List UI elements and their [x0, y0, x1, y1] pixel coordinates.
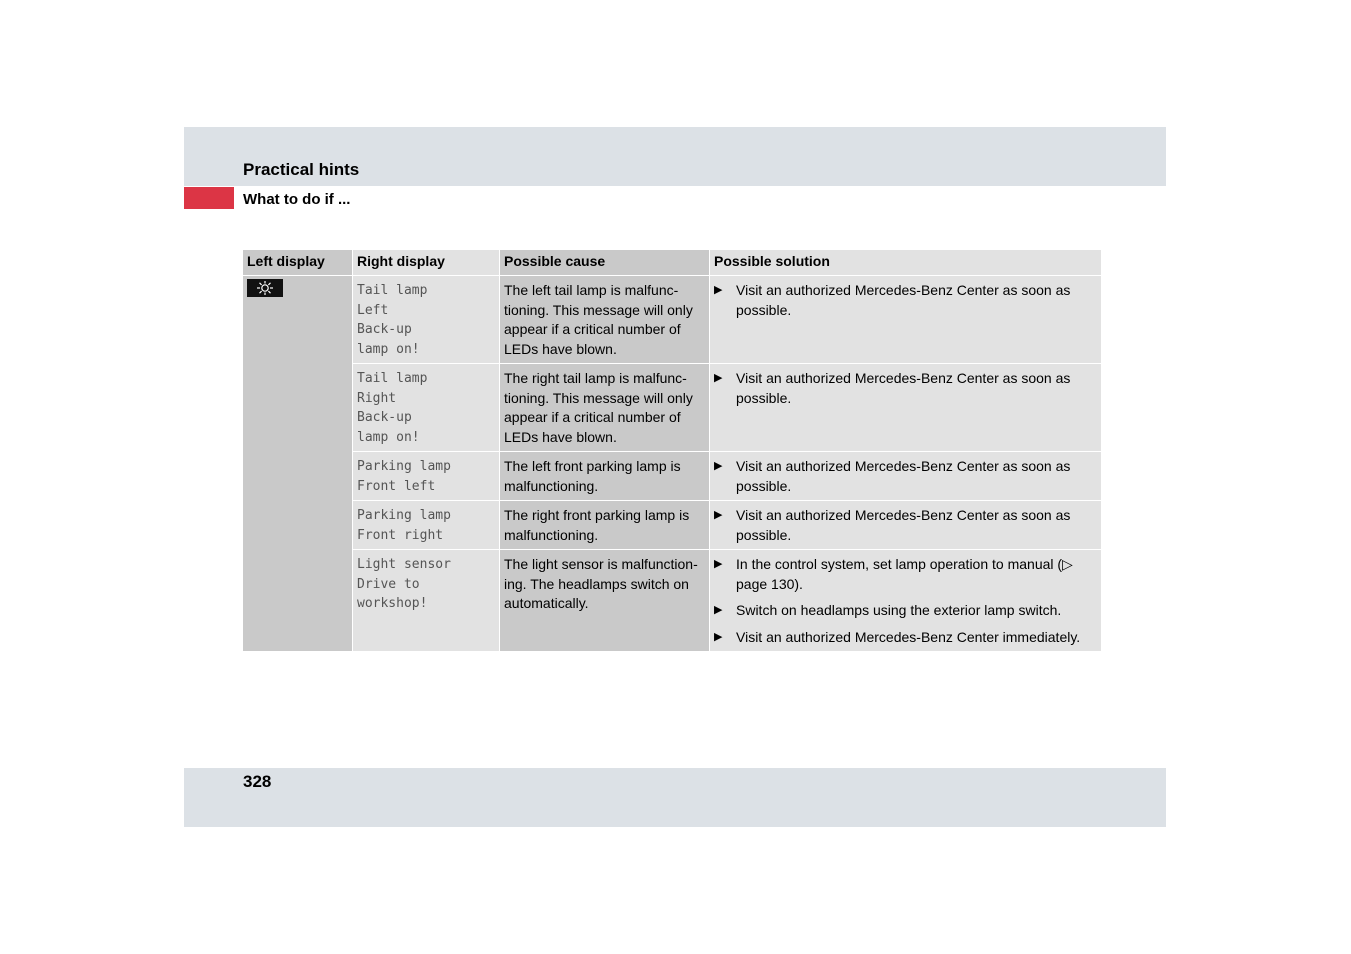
- solution-item: ▶ Visit an authorized Mercedes-Benz Center as soon as possible.: [714, 506, 1097, 545]
- right-display-text: Parking lamp Front right: [353, 501, 500, 550]
- possible-cause-text: The right tail lamp is malfunc-tioning. This message will only appear if a critical number of LEDs have blown.: [500, 364, 710, 452]
- section-title: Practical hints: [243, 160, 360, 179]
- column-header-left-display: Left display: [243, 250, 353, 276]
- right-display-text: Tail lamp Left Back-up lamp on!: [353, 276, 500, 364]
- column-header-possible-solution: Possible solution: [710, 250, 1102, 276]
- table-row: [243, 276, 1101, 364]
- right-display-text: Parking lamp Front left: [353, 452, 500, 501]
- solution-item: ▶ Visit an authorized Mercedes-Benz Center as soon as possible.: [714, 369, 1097, 408]
- solution-item: ▶ Visit an authorized Mercedes-Benz Center as soon as possible.: [714, 281, 1097, 320]
- right-display-text: Tail lamp Right Back-up lamp on!: [353, 364, 500, 452]
- table-row: [243, 364, 1101, 452]
- solution-item: ▶ Visit an authorized Mercedes-Benz Center as soon as possible.: [714, 457, 1097, 496]
- bullet-arrow-icon: ▶: [714, 630, 723, 643]
- bullet-arrow-icon: ▶: [714, 372, 723, 384]
- left-display-cell: [243, 276, 353, 652]
- possible-solution-cell: [710, 364, 1102, 452]
- bullet-arrow-icon: ▶: [714, 460, 723, 472]
- hints-table: [243, 250, 1101, 652]
- section-marker: [184, 187, 234, 209]
- possible-cause-text: The left front parking lamp is malfunctioning.: [500, 452, 710, 501]
- column-header-right-display: Right display: [353, 250, 500, 276]
- footer-band: [184, 768, 1166, 827]
- exterior-lamp-warning-icon: [247, 279, 283, 297]
- bullet-arrow-icon: ▶: [714, 509, 723, 521]
- solution-item: ▶ Switch on headlamps using the exterior lamp switch.: [714, 601, 1097, 621]
- solution-item: ▶ In the control system, set lamp operation to manual (▷ page 130).: [714, 555, 1097, 594]
- table-header-row: [243, 250, 1101, 276]
- table-row: [243, 550, 1101, 652]
- bullet-arrow-icon: ▶: [714, 604, 723, 616]
- solution-item: ▶ Visit an authorized Mercedes-Benz Center immediately.: [714, 628, 1097, 648]
- subsection-title: What to do if ...: [243, 191, 351, 208]
- column-header-possible-cause: Possible cause: [500, 250, 710, 276]
- possible-cause-text: The right front parking lamp is malfunctioning.: [500, 501, 710, 550]
- possible-solution-cell: [710, 452, 1102, 501]
- table-row: [243, 501, 1101, 550]
- table-row: [243, 452, 1101, 501]
- possible-solution-cell: [710, 550, 1102, 652]
- possible-cause-text: The left tail lamp is malfunc-tioning. This message will only appear if a critical number of LEDs have blown.: [500, 276, 710, 364]
- possible-solution-cell: [710, 276, 1102, 364]
- bullet-arrow-icon: ▶: [714, 558, 723, 570]
- right-display-text: Light sensor Drive to workshop!: [353, 550, 500, 652]
- page-number: 328: [243, 772, 272, 791]
- bullet-arrow-icon: ▶: [714, 284, 723, 296]
- possible-cause-text: The light sensor is malfunction-ing. The headlamps switch on automatically.: [500, 550, 710, 652]
- possible-solution-cell: [710, 501, 1102, 550]
